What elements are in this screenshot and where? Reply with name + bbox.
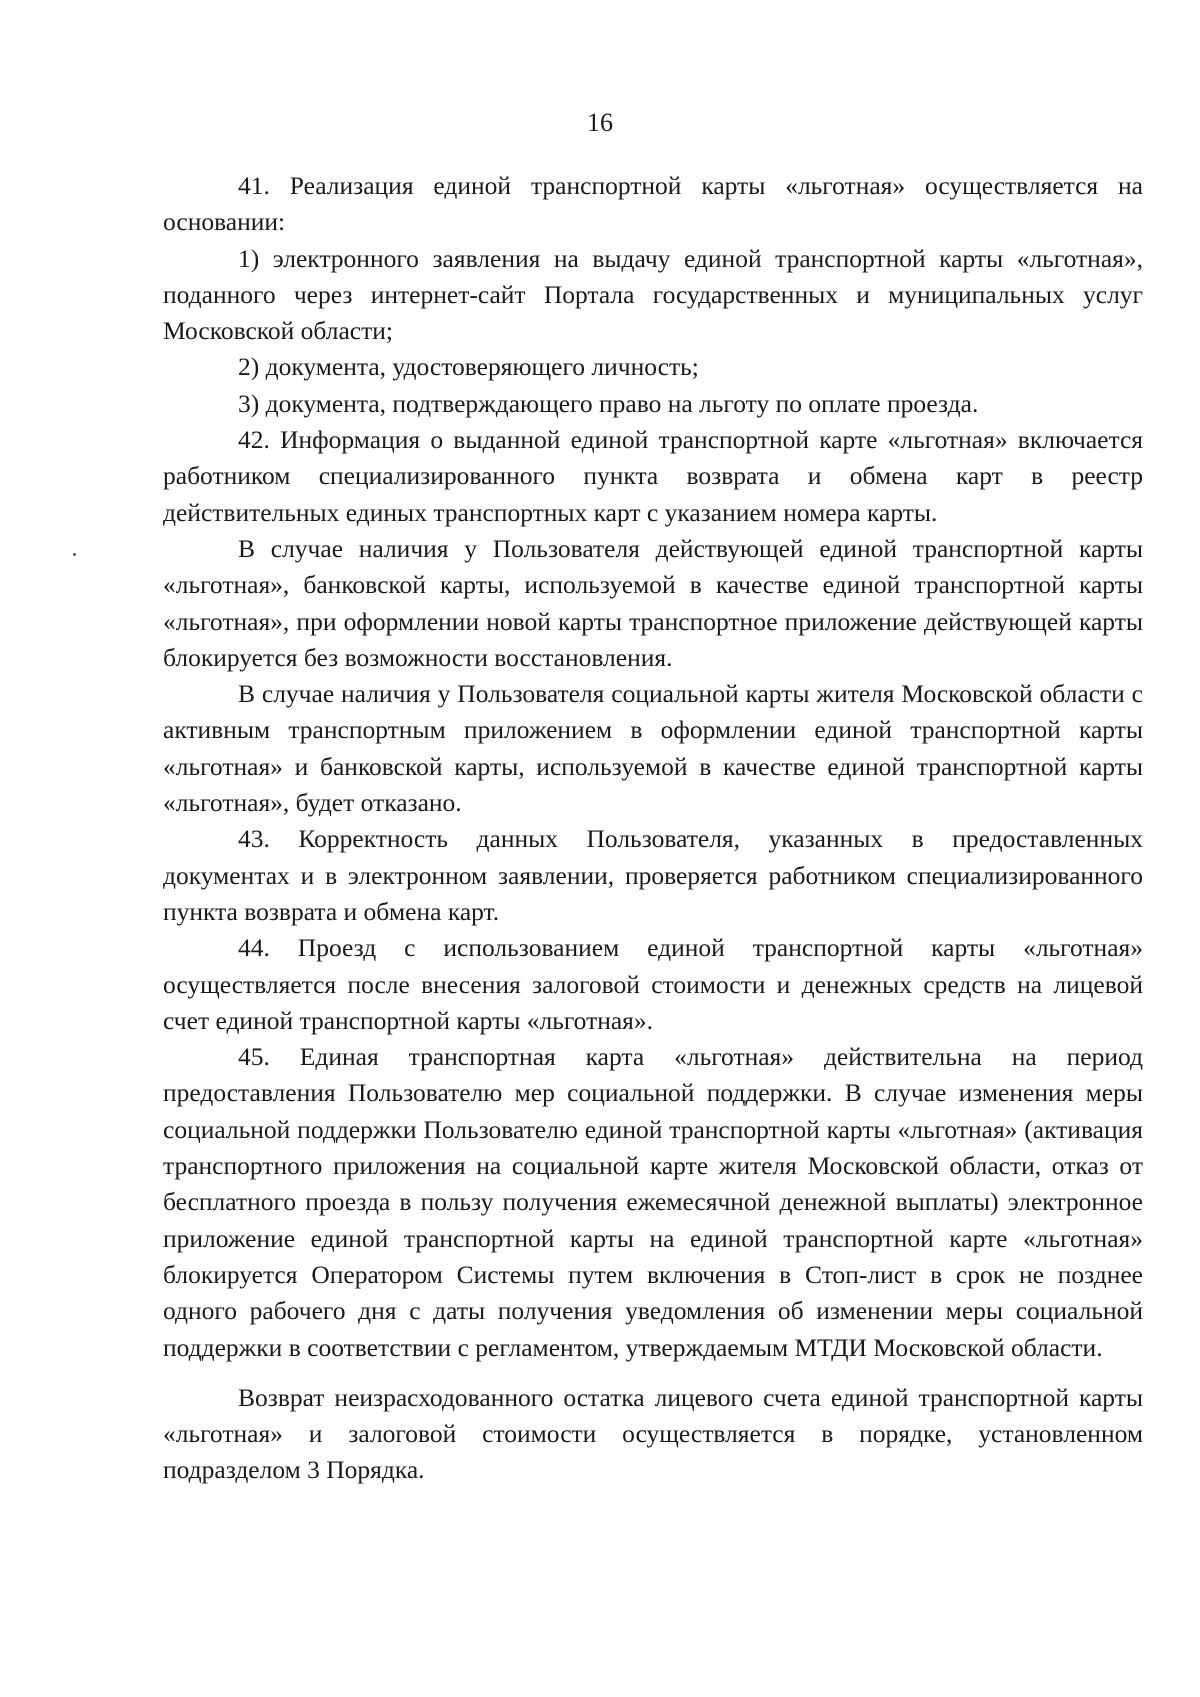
paragraph-43: 43. Корректность данных Пользователя, указанных в предоставленных документах и в электронном заявлении, проверяется работником специализированного пункта возврата и обмена карт. xyxy=(163,824,1143,926)
paragraph-44: 44. Проезд с использованием единой транспортной карты «льготная» осуществляется после внесения залоговой стоимости и денежных средств на лицевой счет единой транспортной карты «льготная». xyxy=(163,933,1143,1035)
paragraph-45: 45. Единая транспортная карта «льготная» действительна на период предоставления Пользователю мер социальной поддержки. В случае изменения меры социальной поддержки Пользователю единой транспортной карты «льготная» (активация транспортного приложения на социальной карте жителя Московской области, отказ от бесплатного проезда в пользу получения ежемесячной денежной выплаты) электронное приложение единой транспортной карты на единой транспортной карте «льготная» блокируется Оператором Системы путем включения в Стоп-лист в срок не позднее одного рабочего дня с даты получения уведомления об изменении меры социальной поддержки в соответствии с регламентом, утверждаемым МТДИ Московской области. xyxy=(163,1042,1143,1362)
scan-speck xyxy=(73,553,76,556)
paragraph-41: 41. Реализация единой транспортной карты «льготная» осуществляется на основании: xyxy=(163,171,1143,237)
paragraph-42-social-card: В случае наличия у Пользователя социальной карты жителя Московской области с активным транспортным приложением в оформлении единой транспортной карты «льготная» и банковской карты, используемой в качестве единой транспортной карты «льготная», будет отказано. xyxy=(163,679,1143,818)
list-item-2: 2) документа, удостоверяющего личность; xyxy=(238,352,699,382)
list-item-1: 1) электронного заявления на выдачу единой транспортной карты «льготная», поданного через интернет-сайт Портала государственных и муниципальных услуг Московской области; xyxy=(163,243,1143,346)
list-item-3: 3) документа, подтверждающего право на льготу по оплате проезда. xyxy=(238,388,979,418)
paragraph-42-card-block: В случае наличия у Пользователя действующей единой транспортной карты «льготная», банковской карты, используемой в качестве единой транспортной карты «льготная», при оформлении новой карты транспортное приложение действующей карты блокируется без возможности восстановления. xyxy=(163,533,1143,672)
paragraph-refund: Возврат неизрасходованного остатка лицевого счета единой транспортной карты «льготная» и залоговой стоимости осуществляется в порядке, установленном подразделом 3 Порядка. xyxy=(163,1382,1143,1485)
paragraph-42: 42. Информация о выданной единой транспортной карте «льготная» включается работником специализированного пункта возврата и обмена карт в реестр действительных единых транспортных карт с указанием номера карты. xyxy=(163,425,1143,527)
page-number: 16 xyxy=(587,108,613,137)
document-body xyxy=(163,168,1143,1489)
